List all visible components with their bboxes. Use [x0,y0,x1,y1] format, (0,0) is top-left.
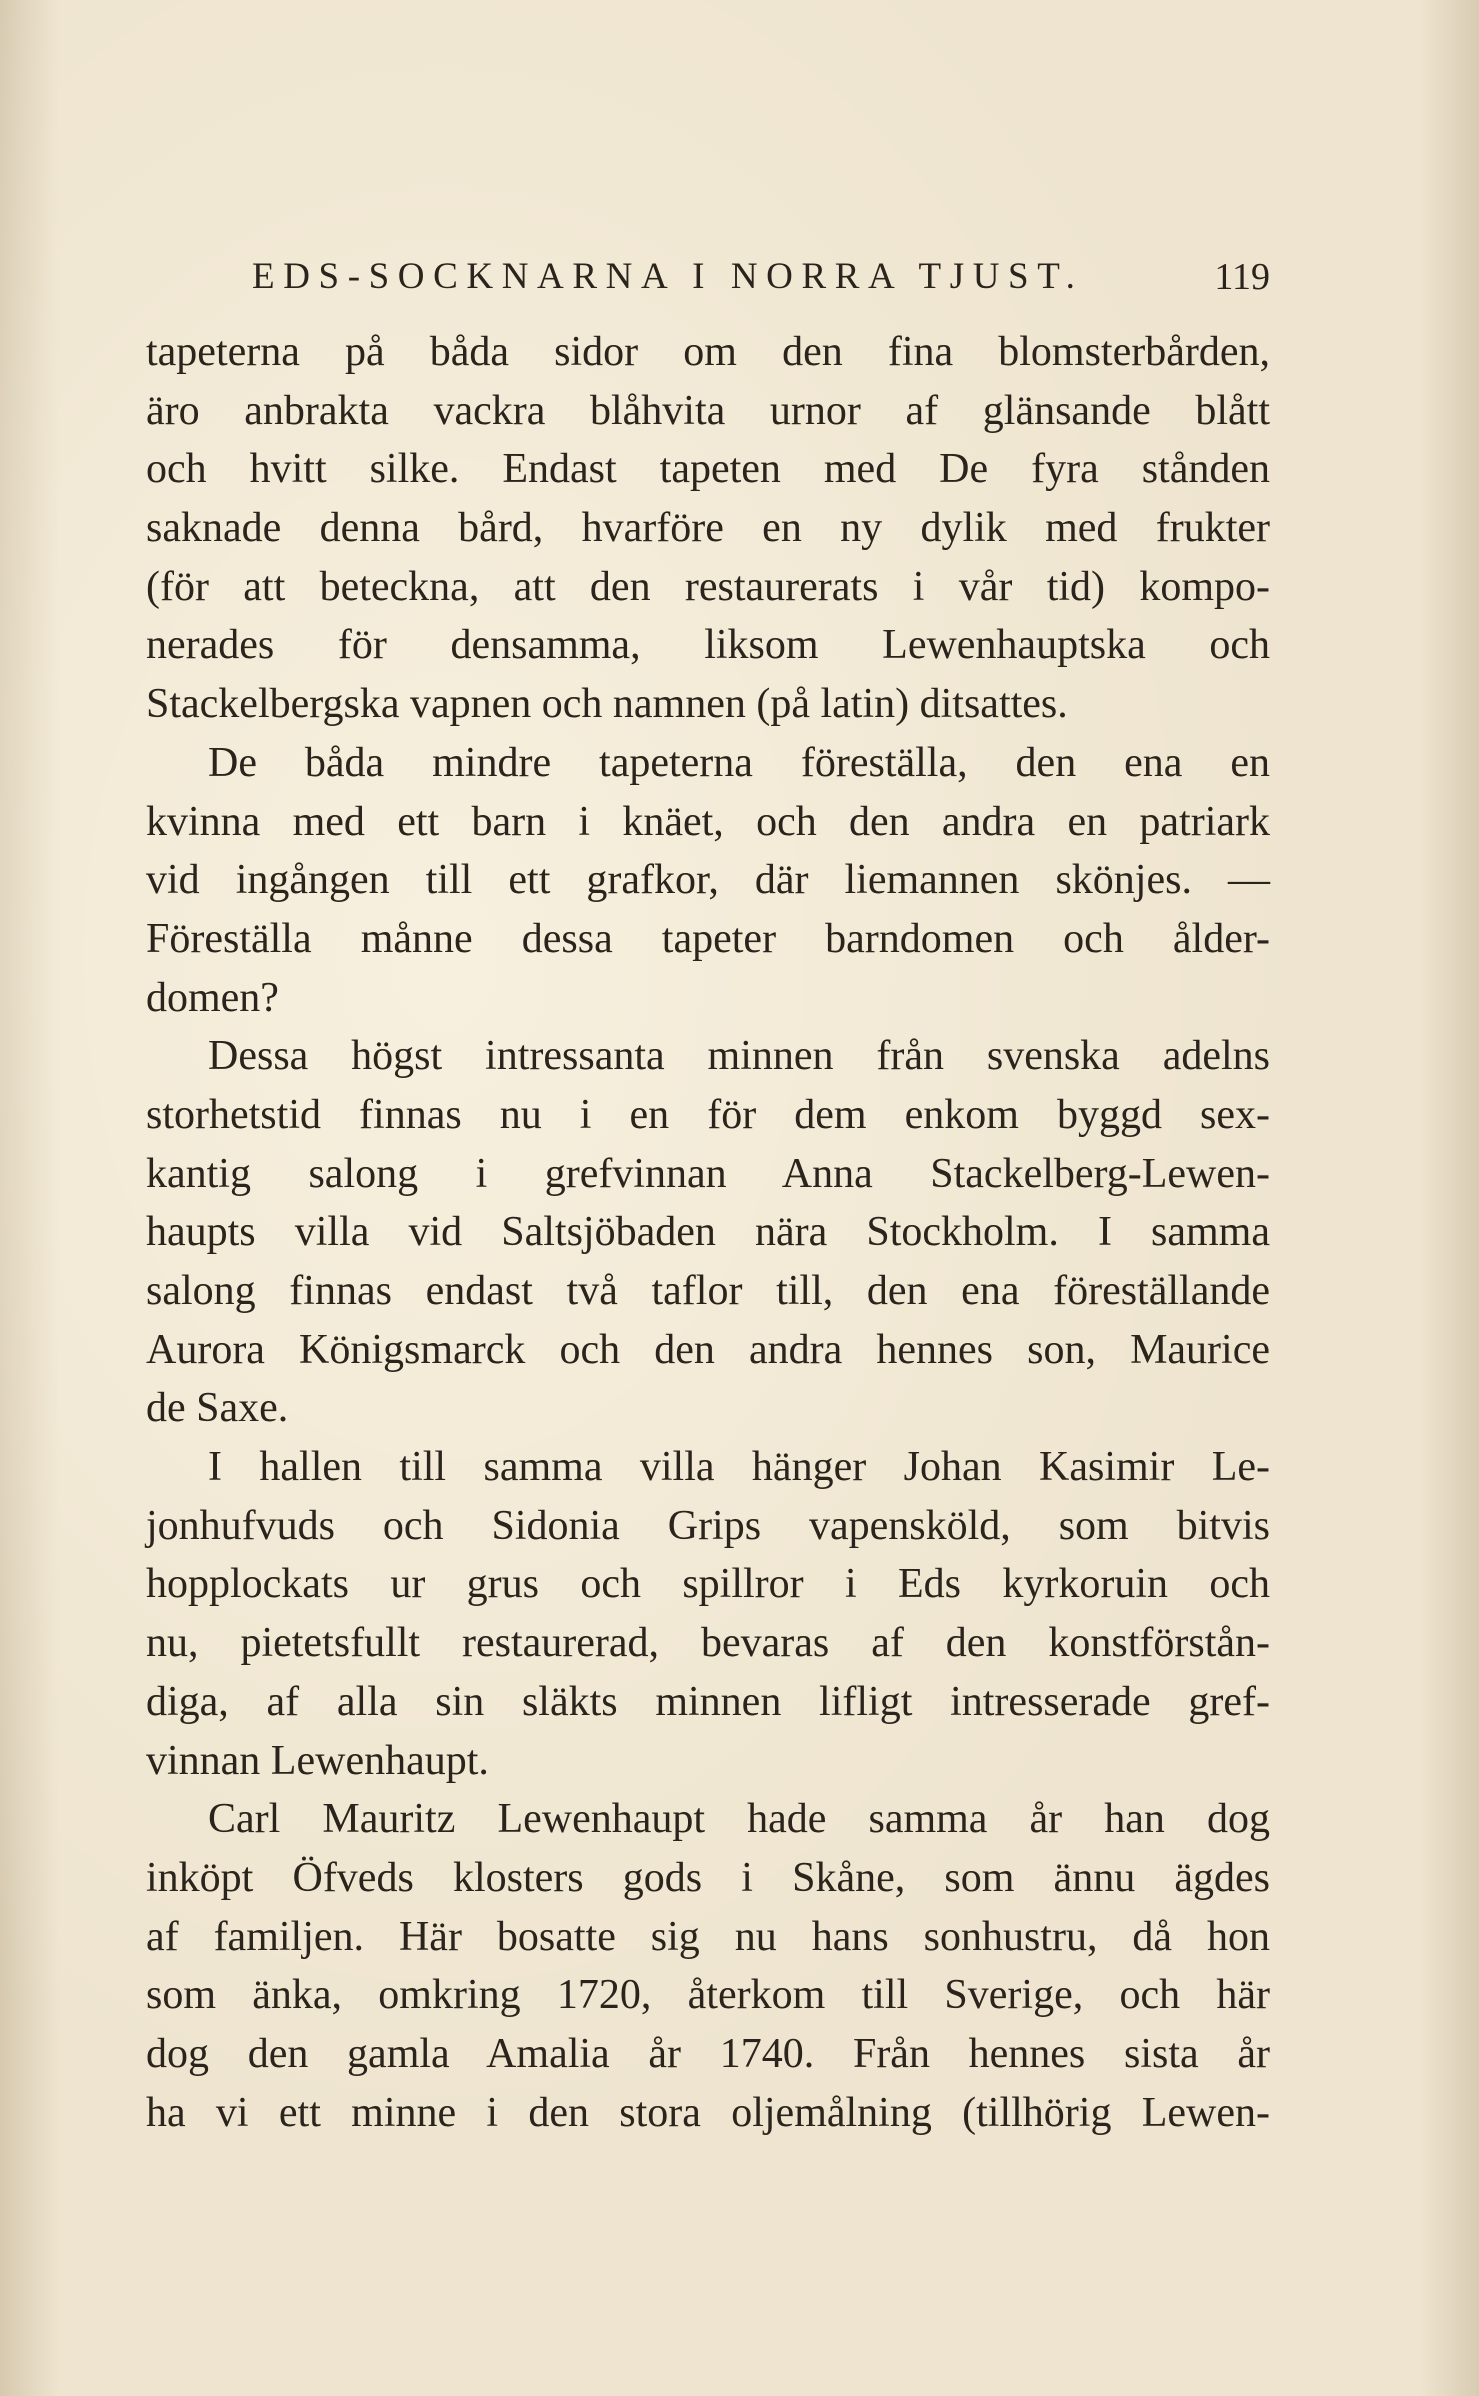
paragraph [146,323,1270,734]
paragraph [146,734,1270,1027]
text-line: vinnan Lewenhaupt. [146,1737,489,1784]
text-line: Carl Mauritz Lewenhaupt hade samma år han dog [208,1796,1270,1843]
text-line: ha vi ett minne i den stora oljemålning (tillhörig Lewen- [146,2089,1270,2136]
text-line: haupts villa vid Saltsjöbaden nära Stockholm. I samma [146,1209,1270,1256]
paragraph [146,1027,1270,1438]
text-line: jonhufvuds och Sidonia Grips vapensköld, som bitvis [146,1502,1270,1549]
text-line: domen? [146,974,279,1021]
text-line: De båda mindre tapeterna föreställa, den ena en [208,739,1270,786]
text-line: (för att beteckna, att den restaurerats i vår tid) kompo- [146,563,1270,610]
text-line: hopplockats ur grus och spillror i Eds kyrkoruin och [146,1561,1270,1608]
text-line: storhetstid finnas nu i en för dem enkom byggd sex- [146,1091,1270,1138]
text-line: I hallen till samma villa hänger Johan Kasimir Le- [208,1444,1270,1491]
text-line: dog den gamla Amalia år 1740. Från hennes sista år [146,2030,1270,2077]
text-line: tapeterna på båda sidor om den fina blomsterbården, [146,329,1270,375]
text-line: Stackelbergska vapnen och namnen (på latin) ditsattes. [146,681,1068,728]
text-line: som änka, omkring 1720, återkom till Sverige, och här [146,1972,1270,2019]
text-line: saknade denna bård, hvarföre en ny dylik med frukter [146,505,1270,552]
text-line: nu, pietetsfullt restaurerad, bevaras af den konstförstån- [146,1620,1270,1667]
text-line: Dessa högst intressanta minnen från svenska adelns [208,1033,1270,1080]
paragraph [146,1438,1270,1790]
text-line: nerades för densamma, liksom Lewenhauptska och [146,622,1270,669]
paragraph [146,1790,1270,2142]
page-header [252,252,1270,302]
text-line: kantig salong i grefvinnan Anna Stackelberg-Lewen- [146,1150,1270,1197]
running-title: EDS-SOCKNARNA I NORRA TJUST. [252,256,1084,297]
text-line: vid ingången till ett grafkor, där liemannen skönjes. — [146,857,1270,904]
text-line: och hvitt silke. Endast tapeten med De fyra stånden [146,446,1270,493]
text-line: inköpt Öfveds klosters gods i Skåne, som ännu ägdes [146,1854,1270,1901]
text-line: de Saxe. [146,1385,289,1432]
text-line: af familjen. Här bosatte sig nu hans sonhustru, då hon [146,1913,1270,1960]
text-line: diga, af alla sin släkts minnen lifligt intresserade gref- [146,1678,1270,1725]
text-line: salong finnas endast två taflor till, den ena föreställande [146,1268,1270,1314]
text-line: äro anbrakta vackra blåhvita urnor af glänsande blått [146,387,1270,434]
text-line: kvinna med ett barn i knäet, och den andra en patriark [146,798,1270,845]
page-number: 119 [1214,256,1270,298]
text-line: Föreställa månne dessa tapeter barndomen och ålder- [146,915,1270,962]
text-line: Aurora Königsmarck och den andra hennes son, Maurice [146,1326,1270,1373]
body-text [146,323,1270,2142]
